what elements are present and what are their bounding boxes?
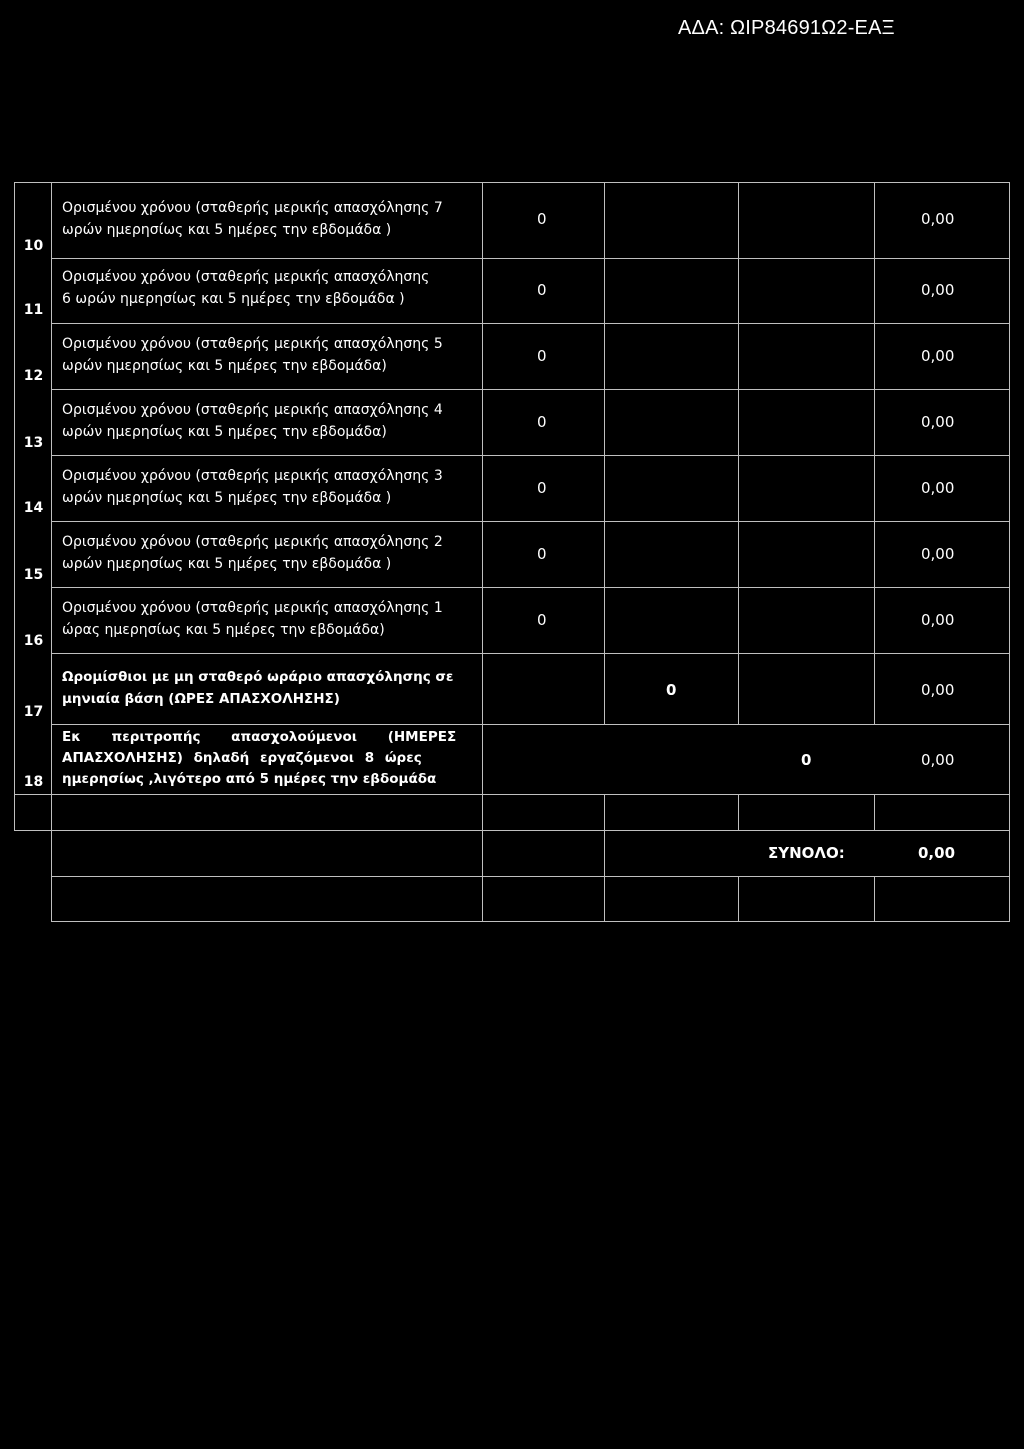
desc-line: ωρών ημερησίως και 5 ημέρες την εβδομάδα ) [62,490,392,506]
row-line [51,389,1010,390]
row-line [14,830,1010,831]
row-number: 13 [23,435,44,451]
row-description [62,727,474,790]
desc-line: 6 ωρών ημερησίως και 5 ημέρες την εβδομάδα ) [62,291,405,307]
desc-line: Ορισμένου χρόνου (σταθερής μερικής απασχόλησης [62,269,430,285]
ada-code: ΑΔΑ: ΩΙΡ84691Ω2-ΕΑΞ [678,17,895,39]
row-amount: 0,00 [921,210,955,228]
row-count: 0 [537,611,547,629]
row-count: 0 [537,281,547,299]
row-count: 0 [537,347,547,365]
row-count: 0 [537,545,547,563]
total-label: ΣΥΝΟΛΟ: [768,844,845,862]
col-line-lower-2 [738,794,739,830]
row-number: 11 [23,302,44,318]
row-description [62,465,474,509]
desc-line: ΑΠΑΣΧΟΛΗΣΗΣ) δηλαδή εργαζόμενοι 8 ώρες [62,750,422,766]
col-line-amount [874,182,875,724]
row-line [51,455,1010,456]
row-line [51,587,1010,588]
row-line [14,794,1010,795]
row-number: 14 [23,500,44,516]
row-number: 15 [23,567,44,583]
desc-line: Εκ περιτροπής απασχολούμενοι (ΗΜΕΡΕΣ [62,729,457,745]
row-line [51,724,1010,725]
desc-line: Ορισμένου χρόνου (σταθερής μερικής απασχόλησης 2 [62,534,443,550]
row-amount: 0,00 [921,611,955,629]
desc-line: Ορισμένου χρόνου (σταθερής μερικής απασχόλησης 1 [62,600,443,616]
desc-line: ωρών ημερησίως και 5 ημέρες την εβδομάδα ) [62,556,392,572]
desc-line: Ορισμένου χρόνου (σταθερής μερικής απασχόλησης 4 [62,402,443,418]
row-number: 18 [23,774,44,790]
row-description [62,531,474,575]
row-number: 12 [23,368,44,384]
row-number: 10 [23,238,44,254]
total-value: 0,00 [918,844,956,862]
row-line-bottom [51,921,1010,922]
row-count: 0 [666,681,677,699]
row-line [51,521,1010,522]
row-amount: 0,00 [921,281,955,299]
row-count: 0 [537,210,547,228]
desc-line: ωρών ημερησίως και 5 ημέρες την εβδομάδα) [62,424,387,440]
row-amount: 0,00 [921,681,955,699]
desc-line: μηνιαία βάση (ΩΡΕΣ ΑΠΑΣΧΟΛΗΣΗΣ) [62,691,340,707]
desc-line: ημερησίως ,λιγότερο από 5 ημέρες την εβδομάδα [62,771,437,787]
row-amount: 0,00 [921,545,955,563]
row-number: 17 [23,704,44,720]
desc-line: Ωρομίσθιοι με μη σταθερό ωράριο απασχόλησης σε [62,669,454,685]
row-description [62,197,474,241]
row-description [62,266,474,310]
row-line [51,653,1010,654]
row-description [62,399,474,443]
col-line-total-3 [874,876,875,922]
row-line-top [14,182,1010,183]
desc-line: Ορισμένου χρόνου (σταθερής μερικής απασχόλησης 3 [62,468,443,484]
row-amount: 0,00 [921,413,955,431]
row-description [62,333,474,377]
row-amount: 0,00 [921,751,955,769]
row-number: 16 [23,633,44,649]
col-line-total-2 [738,876,739,922]
row-line [51,876,1010,877]
desc-line: ωρών ημερησίως και 5 ημέρες την εβδομάδα ) [62,222,392,238]
desc-line: ώρας ημερησίως και 5 ημέρες την εβδομάδα) [62,622,385,638]
col-line-mid [738,182,739,724]
row-count: 0 [801,751,812,769]
row-amount: 0,00 [921,347,955,365]
col-line-count [604,182,605,724]
row-description [62,597,474,641]
row-line [51,258,1010,259]
row-count: 0 [537,413,547,431]
col-line-lower-3 [874,794,875,830]
row-amount: 0,00 [921,479,955,497]
col-line-num [51,182,52,922]
desc-line: Ορισμένου χρόνου (σταθερής μερικής απασχόλησης 5 [62,336,443,352]
row-line [51,323,1010,324]
table-border-right [1009,182,1010,922]
desc-line: Ορισμένου χρόνου (σταθερής μερικής απασχόλησης 7 [62,200,443,216]
col-line-desc [482,182,483,922]
row-description [62,666,474,710]
col-line-lower-1 [604,794,605,830]
desc-line: ωρών ημερησίως και 5 ημέρες την εβδομάδα) [62,358,387,374]
row-count: 0 [537,479,547,497]
